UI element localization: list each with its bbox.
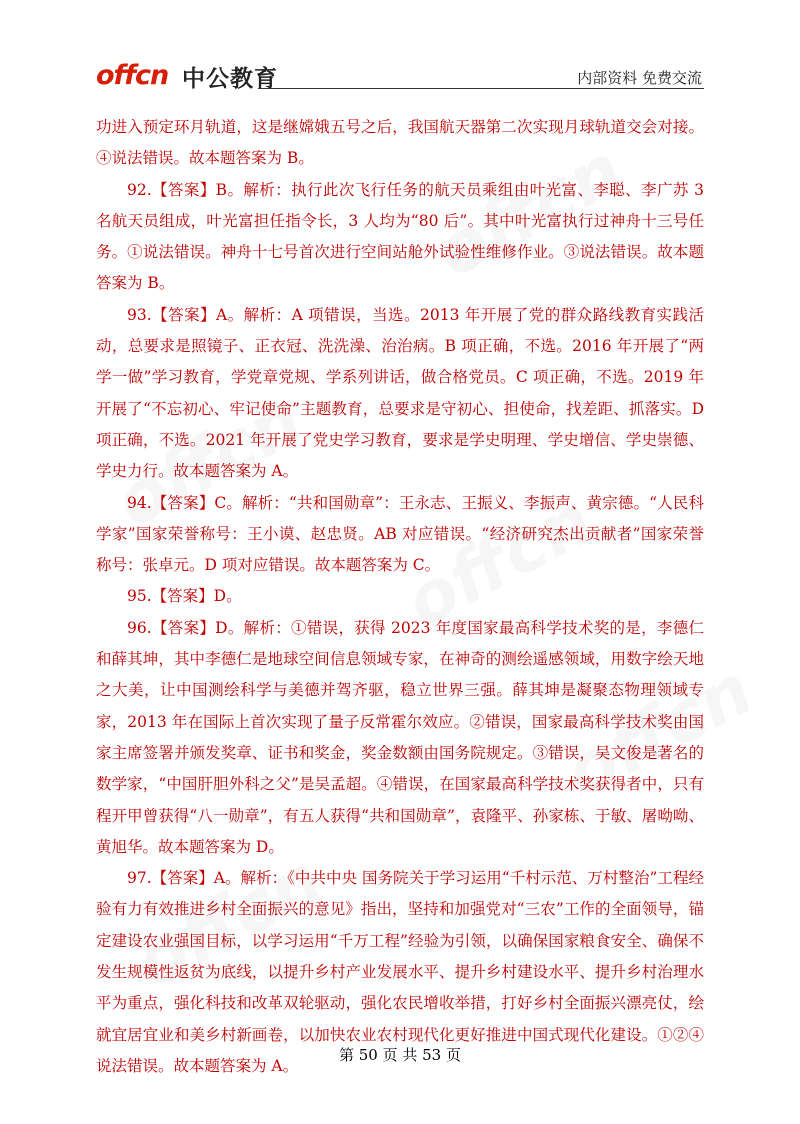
logo-brand-name: 中公教育 xyxy=(182,66,278,92)
page-number: 第 50 页 共 53 页 xyxy=(338,1046,461,1064)
header-divider xyxy=(258,88,704,89)
offcn-logo: offcn xyxy=(96,60,169,91)
answer-94: 94.【答案】C。解析：“共和国勋章”：王永志、王振义、李振声、黄宗德。“人民科学家”国家荣誉称号：王小谟、赵忠贤。AB 对应错误。“经济研究杰出贡献者”国家荣誉称号：张卓元。D 项对应错误。故本题答案为 C。 xyxy=(96,493,704,575)
header-note: 内部资料 免费交流 xyxy=(577,69,702,87)
answer-95: 95.【答案】D。 xyxy=(127,587,242,606)
answer-92: 92.【答案】B。解析：执行此次飞行任务的航天员乘组由叶光富、李聪、李广苏 3 名航天员组成，叶光富担任指令长，3 人均为“80 后”。其中叶光富执行过神舟十三号任务。①说法错误。神舟十七号首次进行空间站舱外试验性维修作业。③说法错误。故本题答案为 B。 xyxy=(96,180,704,293)
answer-97: 97.【答案】A。解析：《中共中央 国务院关于学习运用“千村示范、万村整治”工程经验有力有效推进乡村全面振兴的意见》指出，坚持和加强党对“三农”工作的全面领导，锚定建设农业强国目标，以学习运用“千万工程”经验为引领，以确保国家粮食安全、确保不发生规模性返贫为底线，以提升乡村产业发展水平、提升乡村建设水平、提升乡村治理水平为重点，强化科技和改革双轮驱动，强化农民增收举措，打好乡村全面振兴漂亮仗，绘就宜居宜业和美乡村新画卷，以加快农业农村现代化更好推进中国式现代化建设。①②④说法错误。故本题答案为 A。 xyxy=(96,869,704,1075)
answer-96: 96.【答案】D。解析：①错误，获得 2023 年度国家最高科学技术奖的是，李德仁和薛其坤，其中李德仁是地球空间信息领域专家，在神奇的测绘遥感领域，用数字绘天地之大美，让中国测绘科学与美德并驾齐驱，稳立世界三强。薛其坤是凝聚态物理领域专家，2013 年在国际上首次实现了量子反常霍尔效应。②错误，国家最高科学技术奖由国家主席签署并颁发奖章、证书和奖金，奖金数额由国务院规定。③错误，吴文俊是著名的数学家，“中国肝胆外科之父”是吴孟超。④错误，在国家最高科学技术奖获得者中，只有程开甲曾获得“八一勋章”，有五人获得“共和国勋章”，袁隆平、孙家栋、于敏、屠呦呦、黄旭华。故本题答案为 D。 xyxy=(96,618,704,856)
document-body xyxy=(96,112,704,1082)
paragraph-continuation: 功进入预定环月轨道，这是继嫦娥五号之后，我国航天器第二次实现月球轨道交会对接。④说法错误。故本题答案为 B。 xyxy=(96,118,704,168)
page-header xyxy=(96,58,704,92)
answer-93: 93.【答案】A。解析：A 项错误，当选。2013 年开展了党的群众路线教育实践活动，总要求是照镜子、正衣冠、洗洗澡、治治病。B 项正确，不选。2016 年开展了“两学一做”学习教育，学党章党规、学系列讲话，做合格党员。C 项正确，不选。2019 年开展了“不忘初心、牢记使命”主题教育，总要求是守初心、担使命，找差距、抓落实。D 项正确，不选。2021 年开展了党史学习教育，要求是学史明理、学史增信、学史崇德、学史力行。故本题答案为 A。 xyxy=(96,305,704,481)
